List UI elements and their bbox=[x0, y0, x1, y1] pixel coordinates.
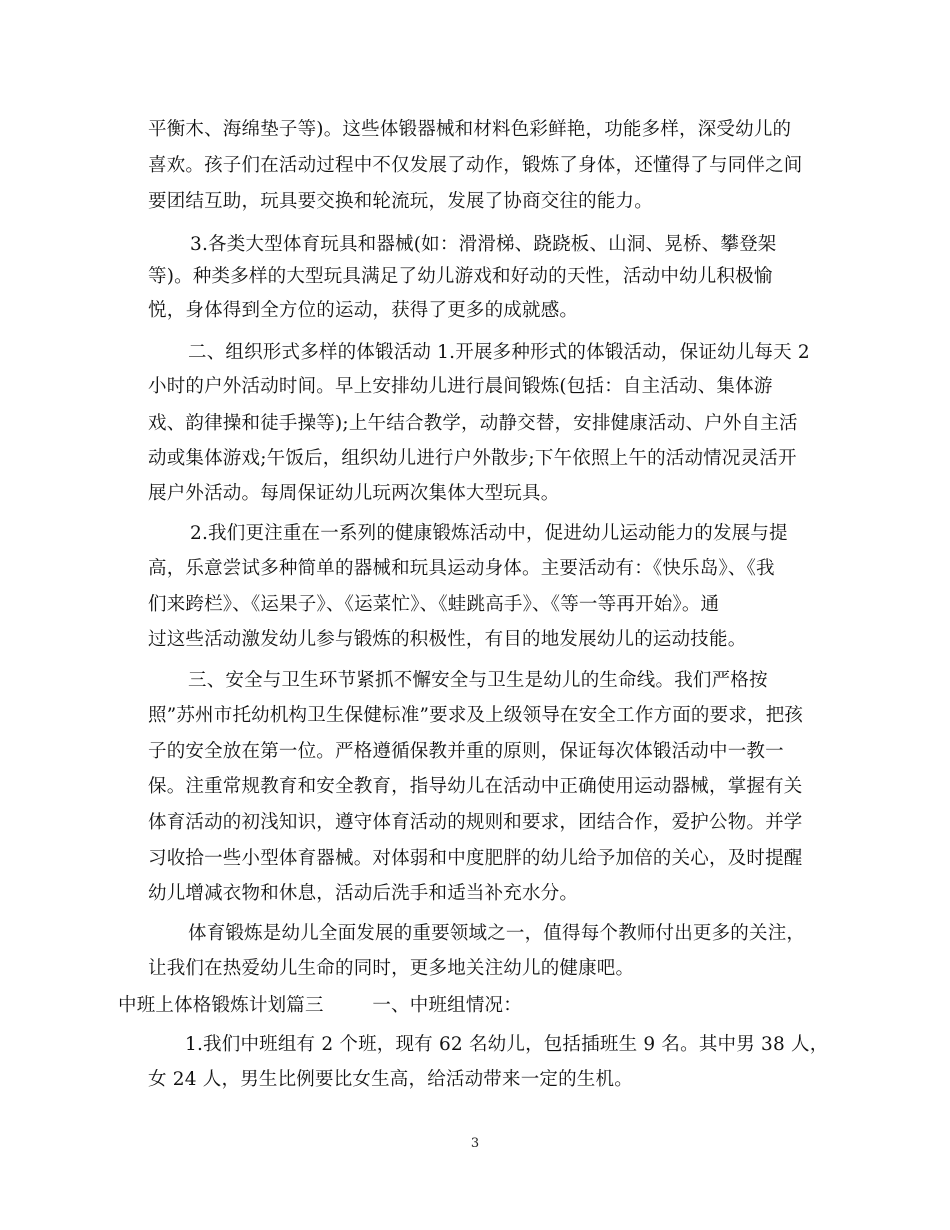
text-line: 二、组织形式多样的体锻活动 1.开展多种形式的体锻活动，保证幼儿每天 2 bbox=[188, 342, 810, 363]
text-line: 戏、韵律操和徒手操等);上午结合教学，动静交替，安排健康活动、户外自主活 bbox=[148, 413, 798, 434]
text-line: 习收拾一些小型体育器械。对体弱和中度肥胖的幼儿给予加倍的关心，及时提醒 bbox=[148, 848, 803, 869]
text-line: 体育活动的初浅知识，遵守体育活动的规则和要求，团结合作，爱护公物。并学 bbox=[148, 812, 803, 833]
text-line: 悦，身体得到全方位的运动，获得了更多的成就感。 bbox=[148, 300, 579, 321]
text-line: 2.我们更注重在一系列的健康锻炼活动中，促进幼儿运动能力的发展与提 bbox=[190, 523, 788, 544]
text-line: 三、安全与卫生环节紧抓不懈安全与卫生是幼儿的生命线。我们严格按 bbox=[188, 670, 768, 691]
section-heading-line: 中班上体格锻炼计划篇三 一、中班组情况： bbox=[118, 995, 522, 1016]
text-line: 要团结互助，玩具要交换和轮流玩，发展了协商交往的能力。 bbox=[148, 191, 653, 212]
text-line: 女 24 人，男生比例要比女生高，给活动带来一定的生机。 bbox=[148, 1069, 633, 1090]
text-line: 平衡木、海绵垫子等)。这些体锻器械和材料色彩鲜艳，功能多样，深受幼儿的 bbox=[148, 119, 792, 140]
text-line: 保。注重常规教育和安全教育，指导幼儿在活动中正确使用运动器械，掌握有关 bbox=[148, 776, 803, 797]
text-line: 展户外活动。每周保证幼儿玩两次集体大型玩具。 bbox=[148, 483, 560, 504]
text-line: 让我们在热爱幼儿生命的同时，更多地关注幼儿的健康吧。 bbox=[148, 958, 635, 979]
text-line: 3.各类大型体育玩具和器械(如：滑滑梯、跷跷板、山洞、晃桥、攀登架 bbox=[190, 234, 777, 255]
text-line: 喜欢。孩子们在活动过程中不仅发展了动作，锻炼了身体，还懂得了与同伴之间 bbox=[148, 155, 803, 176]
text-line: 过这些活动激发幼儿参与锻炼的积极性，有目的地发展幼儿的运动技能。 bbox=[148, 629, 747, 650]
text-line: 高，乐意尝试多种简单的器械和玩具运动身体。主要活动有：《快乐岛》、《我 bbox=[148, 558, 775, 579]
text-line: 1.我们中班组有 2 个班，现有 62 名幼儿，包括插班生 9 名。其中男 38 人， bbox=[185, 1034, 829, 1055]
page-number: 3 bbox=[470, 1136, 480, 1151]
text-line: 小时的户外活动时间。早上安排幼儿进行晨间锻炼(包括：自主活动、集体游 bbox=[148, 376, 773, 397]
text-line: 们来跨栏》、《运果子》、《运菜忙》、《蛙跳高手》、《等一等再开始》。通 bbox=[148, 594, 720, 615]
text-line: 动或集体游戏;午饭后，组织幼儿进行户外散步;下午依照上午的活动情况灵活开 bbox=[148, 448, 797, 469]
text-line: 照”苏州市托幼机构卫生保健标准”要求及上级领导在安全工作方面的要求，把孩 bbox=[148, 705, 804, 726]
text-line: 幼儿增减衣物和休息，活动后洗手和适当补充水分。 bbox=[148, 883, 579, 904]
text-line: 体育锻炼是幼儿全面发展的重要领域之一，值得每个教师付出更多的关注， bbox=[188, 923, 806, 944]
text-line: 子的安全放在第一位。严格遵循保教并重的原则，保证每次体锻活动中一教一 bbox=[148, 741, 784, 762]
text-line: 等)。种类多样的大型玩具满足了幼儿游戏和好动的天性，活动中幼儿积极愉 bbox=[148, 266, 773, 287]
